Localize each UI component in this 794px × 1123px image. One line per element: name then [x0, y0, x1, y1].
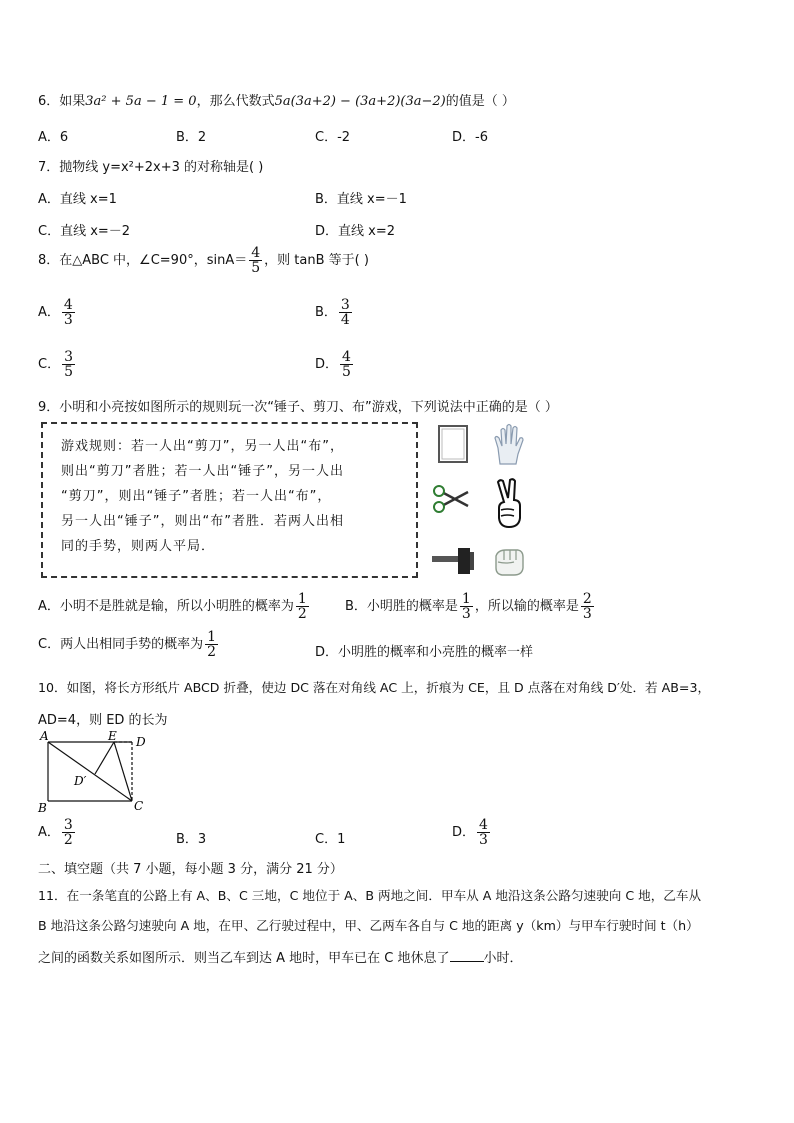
q10-option-a-fraction [62, 818, 75, 847]
q9-stem: 9．小明和小亮按如图所示的规则玩一次“锤子、剪刀、布”游戏，下列说法中正确的是（ ） [38, 400, 558, 415]
q9-option-b-den-2: 3 [582, 606, 592, 622]
q8-option-b-num: 3 [340, 297, 350, 313]
q10-label-e: E [108, 730, 117, 743]
q9-rule-line-5: 同的手势，则两人平局． [61, 539, 216, 554]
q8-sinA-fraction [249, 246, 262, 275]
q8-option-c-label: C． [38, 357, 61, 372]
q10-option-a-num: 3 [63, 817, 73, 833]
q9-option-d[interactable]: D．小明胜的概率和小亮胜的概率一样 [315, 645, 534, 660]
q8-sinA-num: 4 [251, 245, 261, 261]
q6-stem-mid: ，那么代数式 [196, 94, 275, 109]
q10-option-a-den: 2 [63, 832, 73, 848]
q10-diagonal-ac [48, 742, 132, 801]
q10-label-b: B [38, 801, 47, 815]
q9-option-b-fraction-2 [581, 592, 594, 621]
q10-option-d-den: 3 [479, 832, 488, 848]
q8-option-b-label: B． [315, 305, 337, 320]
q8-option-d-label: D． [315, 357, 339, 372]
q11-line-3-prefix: 之间的函数关系如图所示．则当乙车到达 A 地时，甲车已在 C 地休息了 [38, 951, 450, 966]
q6-expression: 5a(3a+2) − (3a+2)(3a−2) [274, 94, 446, 109]
q10-option-d-label: D． [452, 825, 476, 840]
q6-option-b[interactable]: B．2 [176, 130, 207, 145]
q9-option-a[interactable] [38, 592, 311, 621]
q10-option-b[interactable]: B．3 [176, 832, 207, 847]
q7-option-a[interactable]: A．直线 x=1 [38, 192, 117, 207]
q10-option-a[interactable] [38, 818, 77, 847]
q10-crease-ce [114, 742, 132, 801]
q9-option-c-den: 2 [207, 644, 216, 660]
q9-option-a-den: 2 [297, 606, 307, 622]
q9-rules-box [41, 422, 418, 578]
q8-option-d-num: 4 [342, 349, 351, 365]
q9-rule-line-4: 另一人出“锤子”，则出“布”者胜．若两人出相 [61, 514, 344, 529]
q9-option-b-den-1: 3 [461, 606, 471, 622]
q9-option-b-num-1: 1 [461, 591, 471, 607]
q10-option-d-fraction [477, 818, 490, 847]
victory-hand-icon [492, 478, 526, 530]
q7-option-d[interactable]: D．直线 x=2 [315, 224, 395, 239]
q6-stem-prefix: 6．如果 [38, 94, 86, 109]
q7-option-c[interactable]: C．直线 x=－2 [38, 224, 131, 239]
q11-line-2: B 地沿这条公路匀速驶向 A 地，在甲、乙行驶过程中，甲、乙两车各自与 C 地的距离 y（km）与甲车行驶时间 t（h） [38, 918, 699, 933]
q8-option-b-fraction [339, 298, 352, 327]
q10-label-a: A [40, 730, 49, 743]
paper-sheet-icon [436, 424, 470, 464]
q8-stem-prefix: 8．在△ABC 中，∠C=90°，sinA＝ [38, 253, 248, 268]
q8-option-a-den: 3 [63, 312, 73, 328]
q11-line-3-suffix: 小时． [483, 951, 523, 966]
section-2-heading: 二、填空题（共 7 小题，每小题 3 分，满分 21 分） [38, 862, 343, 877]
q8-option-c-fraction [62, 350, 75, 379]
q6-option-c[interactable]: C．-2 [315, 130, 351, 145]
q9-option-b-text: B．小明胜的概率是 [345, 599, 458, 614]
q8-option-d-fraction [340, 350, 353, 379]
q8-option-d[interactable] [315, 350, 355, 379]
q7-option-b[interactable]: B．直线 x=－1 [315, 192, 407, 207]
q9-option-c-num: 1 [207, 629, 216, 645]
q9-rule-line-3: “剪刀”，则出“锤子”者胜；若一人出“布”， [61, 489, 332, 504]
q9-option-a-num: 1 [297, 591, 307, 607]
q8-option-d-den: 5 [342, 364, 351, 380]
q6-option-d[interactable]: D．-6 [452, 130, 488, 145]
q8-option-c[interactable] [38, 350, 77, 379]
q8-option-b[interactable] [315, 298, 354, 327]
q9-option-b-num-2: 2 [582, 591, 592, 607]
q8-option-b-den: 4 [340, 312, 350, 328]
q11-line-1: 11．在一条笔直的公路上有 A、B、C 三地，C 地位于 A、B 两地之间．甲车从 A 地沿这条公路匀速驶向 C 地，乙车从 [38, 888, 702, 903]
q10-label-d-prime: D′ [74, 774, 87, 788]
q8-option-a-label: A． [38, 305, 60, 320]
q6-option-a[interactable]: A．6 [38, 130, 69, 145]
q6-stem [38, 90, 515, 109]
q11-line-3 [38, 947, 523, 966]
q10-label-c: C [134, 799, 144, 813]
q9-option-a-text: A．小明不是胜就是输，所以小明胜的概率为 [38, 599, 294, 614]
q8-option-a-num: 4 [63, 297, 73, 313]
q6-stem-suffix: 的值是（ ） [445, 94, 515, 109]
q9-option-b-fraction-1 [460, 592, 473, 621]
q9-option-b[interactable] [345, 592, 596, 621]
q10-stem-line-1: 10．如图，将长方形纸片 ABCD 折叠，使边 DC 落在对角线 AC 上，折痕为 CE，且 D 点落在对角线 D′处．若 AB=3， [38, 680, 711, 695]
scissors-icon [432, 484, 474, 514]
q10-option-d-num: 4 [479, 817, 488, 833]
q10-label-d: D [136, 735, 146, 749]
q10-segment-ed-prime [95, 742, 114, 774]
q9-option-c-text: C．两人出相同手势的概率为 [38, 637, 204, 652]
q8-sinA-den: 5 [251, 260, 261, 276]
q10-option-c[interactable]: C．1 [315, 832, 346, 847]
q8-stem-suffix: ，则 tanB 等于( ) [264, 253, 369, 268]
q10-option-d[interactable] [452, 818, 492, 847]
q7-stem: 7．抛物线 y=x²+2x+3 的对称轴是( ) [38, 160, 264, 175]
q6-condition: 3a² + 5a − 1 = 0 [85, 94, 197, 109]
q8-option-c-den: 5 [64, 364, 73, 380]
q9-option-b-mid: ，所以输的概率是 [474, 599, 579, 614]
q9-option-c-fraction [205, 630, 218, 659]
open-hand-icon [492, 422, 526, 466]
fist-icon [492, 546, 526, 578]
hammer-icon [430, 546, 476, 578]
q8-option-a[interactable] [38, 298, 77, 327]
q9-option-a-fraction [296, 592, 309, 621]
q10-option-a-label: A． [38, 825, 60, 840]
q10-stem-line-2: AD=4，则 ED 的长为 [38, 713, 168, 728]
q11-answer-blank[interactable] [450, 949, 484, 962]
q8-option-c-num: 3 [64, 349, 73, 365]
q9-rule-line-2: 则出“剪刀”者胜；若一人出“锤子”，另一人出 [61, 464, 344, 479]
q10-rectangle-figure [34, 730, 154, 816]
q8-stem [38, 246, 369, 275]
q9-option-c[interactable] [38, 630, 220, 659]
q8-option-a-fraction [62, 298, 75, 327]
q9-rule-line-1: 游戏规则：若一人出“剪刀”，另一人出“布”， [61, 439, 344, 454]
